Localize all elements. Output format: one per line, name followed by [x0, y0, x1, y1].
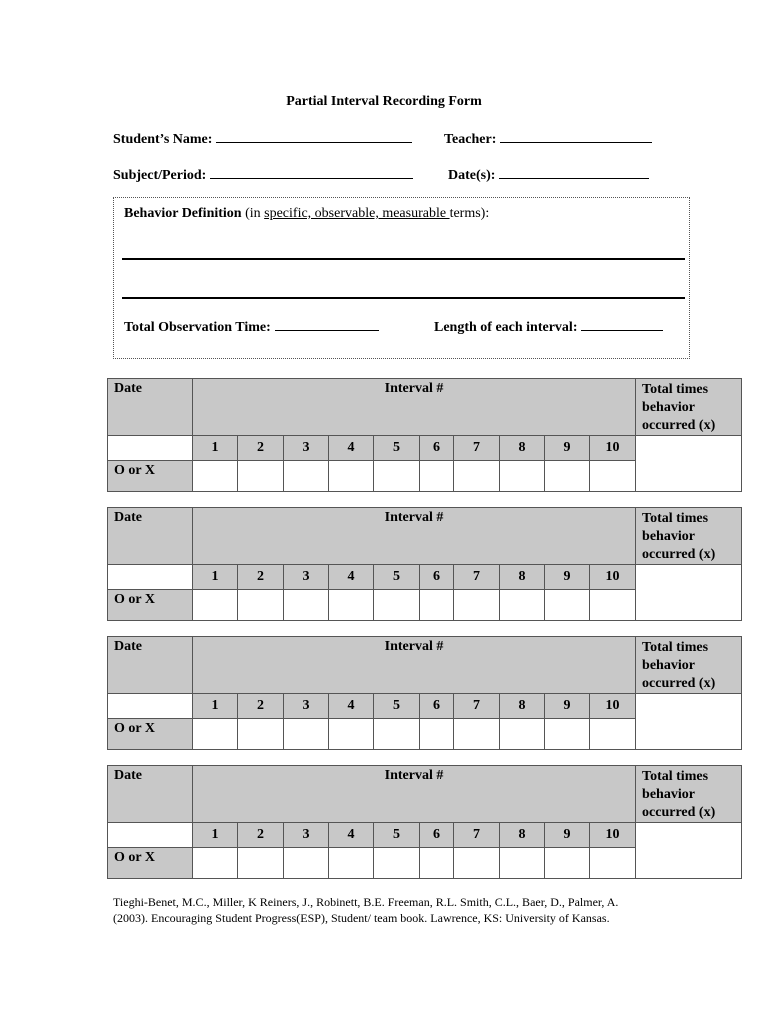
interval-cell[interactable]	[545, 590, 590, 621]
interval-number: 10	[590, 565, 636, 590]
interval-cell[interactable]	[500, 848, 545, 879]
interval-cell[interactable]	[329, 848, 374, 879]
interval-cell[interactable]	[284, 590, 329, 621]
interval-number: 1	[193, 823, 238, 848]
interval-cell[interactable]	[590, 461, 636, 492]
interval-cell[interactable]	[329, 590, 374, 621]
interval-cell[interactable]	[193, 848, 238, 879]
o-or-x-label: O or X	[108, 590, 193, 621]
interval-number: 6	[420, 565, 454, 590]
interval-number: 4	[329, 694, 374, 719]
date-cell[interactable]	[108, 694, 193, 719]
interval-header: Interval #	[193, 766, 636, 823]
interval-number: 10	[590, 436, 636, 461]
interval-number: 9	[545, 436, 590, 461]
interval-cell[interactable]	[454, 719, 500, 750]
interval-number: 8	[500, 694, 545, 719]
interval-cell[interactable]	[590, 590, 636, 621]
interval-number: 7	[454, 436, 500, 461]
interval-cell[interactable]	[500, 590, 545, 621]
interval-cell[interactable]	[284, 719, 329, 750]
interval-cell[interactable]	[590, 719, 636, 750]
total-header: Total times behavior occurred (x)	[636, 637, 742, 694]
interval-number: 5	[374, 436, 420, 461]
date-header: Date	[108, 637, 193, 694]
interval-cell[interactable]	[454, 590, 500, 621]
total-count-cell[interactable]	[636, 565, 742, 621]
subject-period-field	[113, 166, 413, 184]
subject-period-label: Subject/Period:	[113, 168, 207, 183]
interval-cell[interactable]	[590, 848, 636, 879]
interval-cell[interactable]	[420, 461, 454, 492]
interval-length-blank[interactable]	[581, 318, 663, 331]
interval-number: 9	[545, 694, 590, 719]
interval-cell[interactable]	[193, 590, 238, 621]
interval-number: 5	[374, 694, 420, 719]
interval-cell[interactable]	[193, 461, 238, 492]
interval-number: 3	[284, 694, 329, 719]
form-title: Partial Interval Recording Form	[286, 94, 482, 109]
recording-table-1	[107, 378, 742, 492]
interval-number: 6	[420, 436, 454, 461]
interval-number: 5	[374, 565, 420, 590]
interval-number: 2	[238, 694, 284, 719]
date-header: Date	[108, 379, 193, 436]
interval-number: 3	[284, 823, 329, 848]
interval-number: 8	[500, 823, 545, 848]
interval-number: 9	[545, 565, 590, 590]
interval-number: 10	[590, 694, 636, 719]
o-or-x-label: O or X	[108, 719, 193, 750]
interval-cell[interactable]	[238, 848, 284, 879]
interval-cell[interactable]	[545, 848, 590, 879]
interval-cell[interactable]	[454, 461, 500, 492]
interval-number: 3	[284, 436, 329, 461]
interval-cell[interactable]	[238, 719, 284, 750]
citation-line-2: (2003). Encouraging Student Progress(ESP), Student/ team book. Lawrence, KS: University of Kansas.	[113, 911, 610, 925]
date-header: Date	[108, 766, 193, 823]
interval-cell[interactable]	[420, 719, 454, 750]
recording-table-2	[107, 507, 742, 621]
interval-number: 2	[238, 565, 284, 590]
total-header: Total times behavior occurred (x)	[636, 508, 742, 565]
interval-number: 5	[374, 823, 420, 848]
total-count-cell[interactable]	[636, 694, 742, 750]
dates-field	[448, 166, 649, 184]
subject-period-blank[interactable]	[210, 166, 413, 179]
student-name-label: Student’s Name:	[113, 132, 213, 147]
interval-cell[interactable]	[545, 461, 590, 492]
interval-number: 3	[284, 565, 329, 590]
teacher-label: Teacher:	[444, 132, 497, 147]
total-observation-field	[124, 318, 379, 336]
interval-number: 2	[238, 436, 284, 461]
behavior-definition-box	[113, 197, 690, 359]
total-count-cell[interactable]	[636, 823, 742, 879]
behavior-definition-line-1[interactable]	[122, 258, 685, 260]
teacher-field	[444, 130, 652, 148]
interval-cell[interactable]	[545, 719, 590, 750]
student-name-blank[interactable]	[216, 130, 412, 143]
interval-cell[interactable]	[500, 461, 545, 492]
interval-cell[interactable]	[193, 719, 238, 750]
interval-number: 2	[238, 823, 284, 848]
total-header: Total times behavior occurred (x)	[636, 766, 742, 823]
interval-header: Interval #	[193, 508, 636, 565]
interval-cell[interactable]	[374, 848, 420, 879]
interval-number: 1	[193, 565, 238, 590]
dates-label: Date(s):	[448, 168, 496, 183]
interval-cell[interactable]	[284, 461, 329, 492]
interval-number: 4	[329, 565, 374, 590]
recording-table-4	[107, 765, 742, 879]
interval-cell[interactable]	[374, 719, 420, 750]
interval-cell[interactable]	[238, 461, 284, 492]
interval-cell[interactable]	[374, 590, 420, 621]
interval-cell[interactable]	[329, 461, 374, 492]
interval-number: 4	[329, 436, 374, 461]
interval-cell[interactable]	[500, 719, 545, 750]
interval-number: 6	[420, 823, 454, 848]
interval-number: 8	[500, 436, 545, 461]
interval-cell[interactable]	[238, 590, 284, 621]
date-cell[interactable]	[108, 565, 193, 590]
interval-number: 7	[454, 694, 500, 719]
behavior-definition-label: Behavior Definition (in specific, observable, measurable terms):	[124, 206, 490, 221]
interval-number: 10	[590, 823, 636, 848]
interval-cell[interactable]	[454, 848, 500, 879]
total-observation-label: Total Observation Time:	[124, 320, 271, 335]
interval-header: Interval #	[193, 379, 636, 436]
o-or-x-label: O or X	[108, 461, 193, 492]
citation-line-1: Tieghi-Benet, M.C., Miller, K Reiners, J., Robinett, B.E. Freeman, R.L. Smith, C.L., Baer, D., Palmer, A.	[113, 895, 619, 909]
interval-number: 1	[193, 436, 238, 461]
interval-number: 8	[500, 565, 545, 590]
interval-cell[interactable]	[329, 719, 374, 750]
o-or-x-label: O or X	[108, 848, 193, 879]
interval-number: 6	[420, 694, 454, 719]
total-observation-blank[interactable]	[275, 318, 379, 331]
student-name-field	[113, 130, 412, 148]
behavior-definition-line-2[interactable]	[122, 297, 685, 299]
interval-number: 7	[454, 823, 500, 848]
date-header: Date	[108, 508, 193, 565]
interval-header: Interval #	[193, 637, 636, 694]
recording-table-3	[107, 636, 742, 750]
citation	[113, 894, 673, 926]
dates-blank[interactable]	[499, 166, 649, 179]
date-cell[interactable]	[108, 823, 193, 848]
total-count-cell[interactable]	[636, 436, 742, 492]
total-header: Total times behavior occurred (x)	[636, 379, 742, 436]
interval-number: 7	[454, 565, 500, 590]
interval-cell[interactable]	[374, 461, 420, 492]
teacher-blank[interactable]	[500, 130, 652, 143]
interval-length-label: Length of each interval:	[434, 320, 578, 335]
date-cell[interactable]	[108, 436, 193, 461]
interval-number: 1	[193, 694, 238, 719]
interval-cell[interactable]	[420, 848, 454, 879]
interval-number: 9	[545, 823, 590, 848]
interval-number: 4	[329, 823, 374, 848]
interval-length-field	[434, 318, 663, 336]
interval-cell[interactable]	[284, 848, 329, 879]
interval-cell[interactable]	[420, 590, 454, 621]
